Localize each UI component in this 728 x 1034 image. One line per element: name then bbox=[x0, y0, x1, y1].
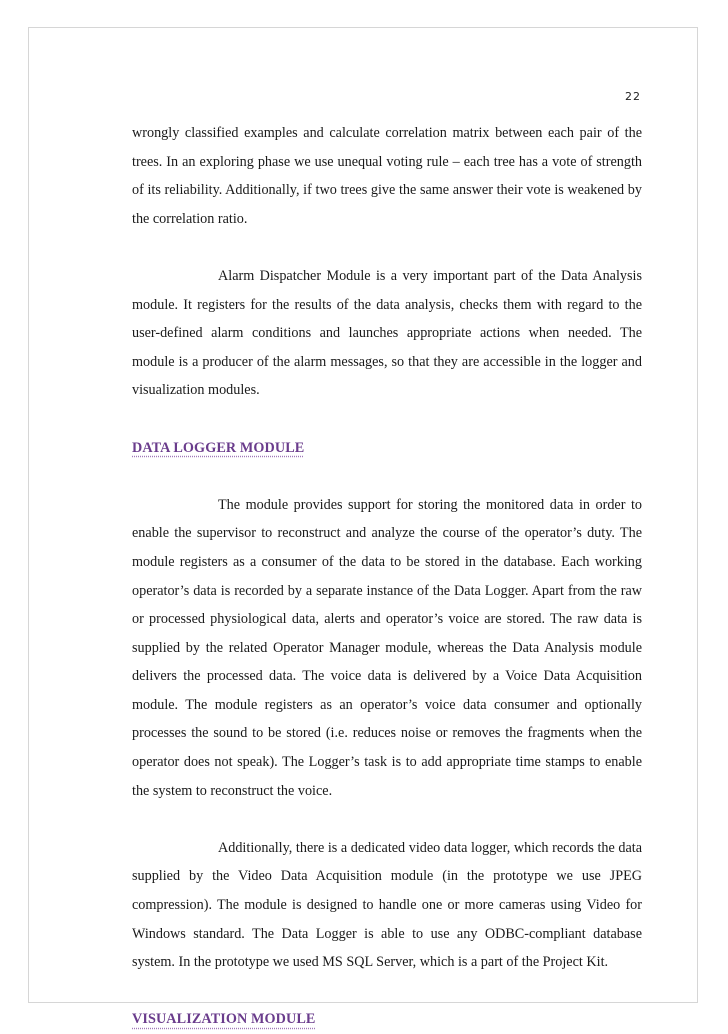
paragraph-video-logger: Additionally, there is a dedicated video data logger, which records the data supplied by the Video Data Acquisition module (in the prototype we use JPEG compression). The module is designed to handle one or more cameras using Video for Windows standard. The Data Logger is able to use any ODBC-compliant database system. In the prototype we used MS SQL Server, which is a part of the Project Kit. bbox=[132, 839, 642, 971]
heading-visualization-module: VISUALIZATION MODULE bbox=[132, 1011, 316, 1028]
paragraph-alarm-dispatcher: Alarm Dispatcher Module is a very important part of the Data Analysis module. It registers for the results of the data analysis, checks them with regard to the user-defined alarm conditions and launches appropriate actions when needed. The module is a producer of the alarm messages, so that they are accessible in the logger and visualization modules. bbox=[132, 267, 642, 399]
paragraph-gap bbox=[132, 233, 642, 262]
paragraph-correlation: wrongly classified examples and calculate correlation matrix between each pair of the trees. In an exploring phase we use unequal voting rule – each tree has a vote of strength of its reliability. Additionally, if two trees give the same answer their vote is weakened by the correlation ratio. bbox=[132, 125, 642, 227]
paragraph-gap bbox=[132, 405, 642, 434]
heading-data-logger-module: DATA LOGGER MODULE bbox=[132, 439, 305, 456]
paragraph-gap bbox=[132, 977, 642, 1006]
paragraph-gap bbox=[132, 805, 642, 834]
page-number: 22 bbox=[625, 90, 641, 103]
paragraph-gap bbox=[132, 462, 642, 491]
page-content bbox=[132, 119, 642, 1034]
paragraph-data-logger: The module provides support for storing the monitored data in order to enable the supervisor to reconstruct and analyze the course of the operator’s duty. The module registers as a consumer of the data to be stored in the database. Each working operator’s data is recorded by a separate instance of the Data Logger. Apart from the raw or processed physiological data, alerts and operator’s voice are stored. The raw data is supplied by the related Operator Manager module, whereas the Data Analysis module delivers the processed data. The voice data is delivered by a Voice Data Acquisition module. The module registers as an operator’s voice data consumer and optionally processes the sound to be stored (i.e. reduces noise or removes the fragments when the operator does not speak). The Logger’s task is to add appropriate time stamps to enable the system to reconstruct the voice. bbox=[132, 496, 642, 799]
